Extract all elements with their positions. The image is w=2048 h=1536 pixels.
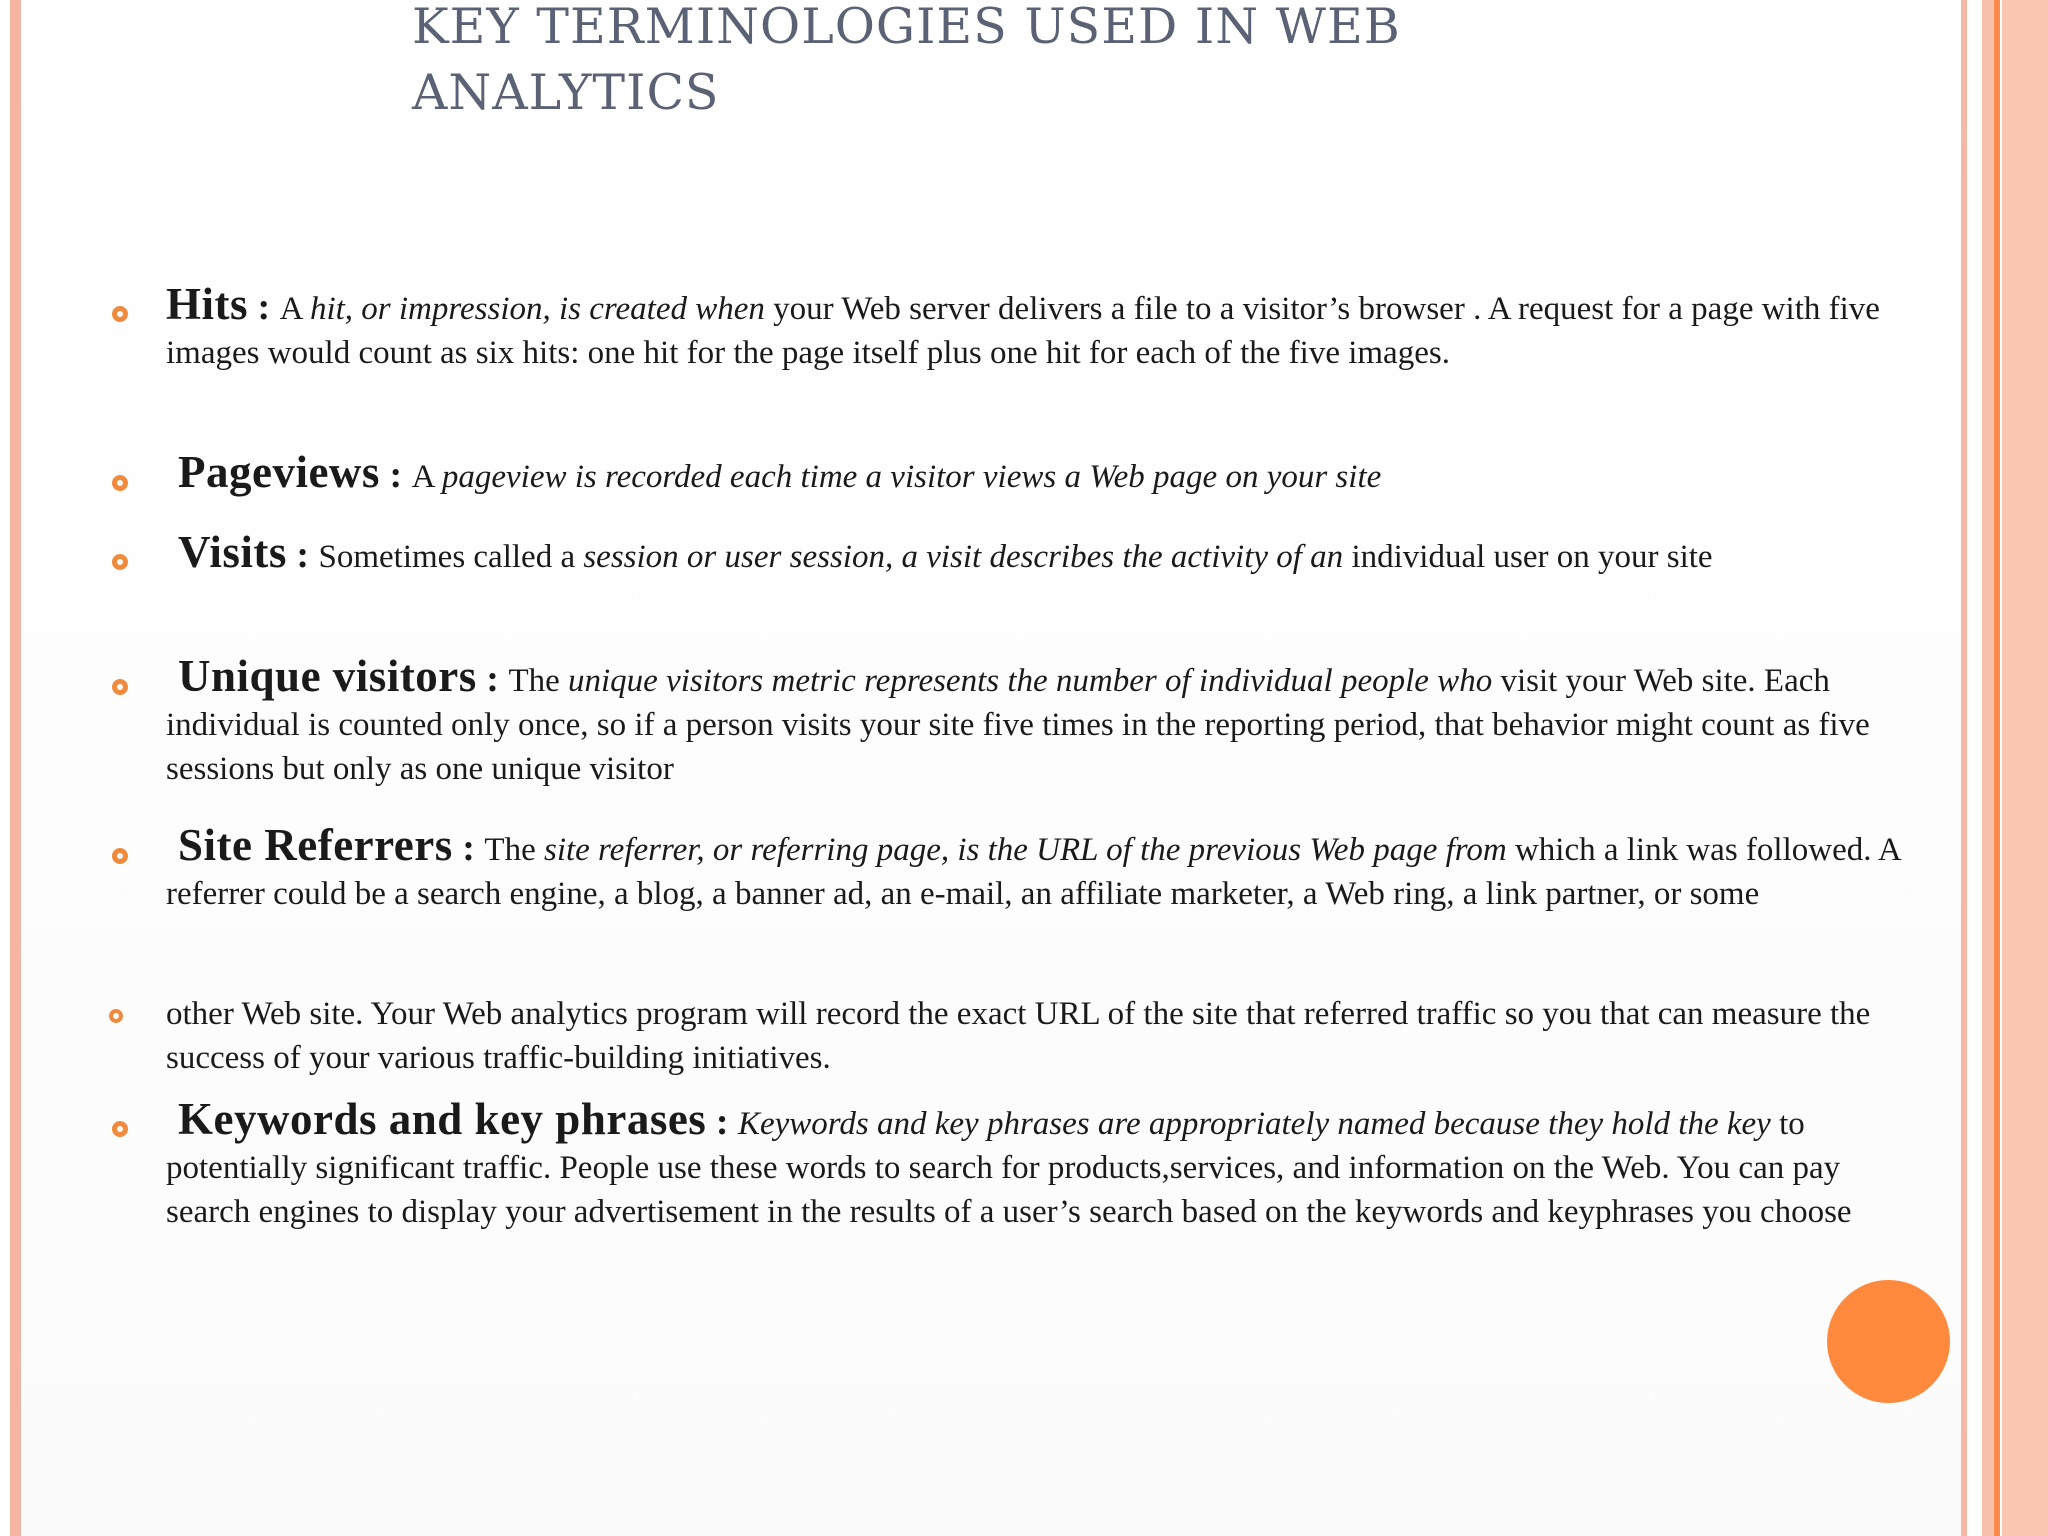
colon-text: : xyxy=(296,534,309,576)
colon-text: : xyxy=(257,286,271,328)
ring-bullet-icon xyxy=(112,475,128,491)
list-item xyxy=(166,651,1916,791)
ring-bullet-icon xyxy=(109,1009,123,1023)
definition-text: visit your Web site. Each individual is counted only once, so if a person visits your site five times in the reporting period, that behavior might count as five sessions but only as one unique visitor xyxy=(166,663,1870,787)
term-label: Hits xyxy=(166,279,249,329)
ring-bullet-icon xyxy=(112,1121,128,1137)
term-colon xyxy=(248,286,280,328)
term-colon xyxy=(287,534,319,576)
term-label: Site Referrers xyxy=(178,820,453,870)
list-item xyxy=(166,1094,1916,1234)
right-border-stripe xyxy=(2002,0,2048,1536)
term-label: Visits xyxy=(178,527,287,577)
ring-bullet-icon xyxy=(112,554,128,570)
definition-text: which a link was followed. A referrer could be a search engine, a blog, a banner ad, an e-mail, an affiliate marketer, a Web ring, a link partner, or some xyxy=(166,832,1900,912)
list-item xyxy=(166,527,1916,579)
list-item xyxy=(166,820,1916,916)
colon-text: : xyxy=(486,658,499,700)
term-label: Keywords and key phrases xyxy=(178,1094,707,1144)
colon-text: : xyxy=(462,827,475,869)
definition-italic: hit, or impression, is created when xyxy=(309,291,765,327)
definition-text: other Web site. Your Web analytics program will record the exact URL of the site that referred traffic so you that can measure the success of your various traffic-building initiatives. xyxy=(166,996,1871,1076)
definition-text: individual user on your site xyxy=(1351,539,1713,575)
term-colon xyxy=(380,454,412,496)
colon-text: : xyxy=(389,454,403,496)
definition-italic: pageview is recorded each time a visitor views a Web page on your site xyxy=(441,459,1382,495)
definition-italic: session or user session, a visit describes the activity of an xyxy=(583,539,1344,575)
definition-lead: The xyxy=(508,663,560,699)
definition-text: your Web server delivers a file to a visitor’s browser . A request for a page with five images would count as six hits: one hit for the page itself plus one hit for each of the five images. xyxy=(166,291,1880,371)
ring-bullet-icon xyxy=(112,679,128,695)
right-border-stripe xyxy=(1982,0,1994,1536)
definition-lead: A xyxy=(411,459,434,495)
term-label: Unique visitors xyxy=(178,651,477,701)
term-label: Pageviews xyxy=(178,447,380,497)
definition-italic: Keywords and key phrases are appropriately named because they hold the key xyxy=(737,1106,1771,1142)
term-colon xyxy=(453,827,485,869)
ring-bullet-icon xyxy=(112,848,128,864)
list-item xyxy=(166,279,1916,375)
list-item xyxy=(166,992,1916,1080)
ring-bullet-icon xyxy=(112,306,128,322)
definition-italic: site referrer, or referring page, is the URL of the previous Web page from xyxy=(543,832,1507,868)
slide-title: KEY TERMINOLOGIES USED IN WEB ANALYTICS xyxy=(412,0,1401,121)
term-colon xyxy=(477,658,509,700)
definition-lead: Sometimes called a xyxy=(318,539,576,575)
definition-lead: The xyxy=(484,832,536,868)
colon-text: : xyxy=(715,1101,729,1143)
term-colon xyxy=(706,1101,738,1143)
orange-circle-icon xyxy=(1827,1280,1950,1403)
left-border-stripe xyxy=(10,0,21,1536)
definition-text: to potentially significant traffic. People use these words to search for products,services, and information on the Web. You can pay search engines to display your advertisement in the results of a user’s search based on the keywords and keyphrases you choose xyxy=(166,1106,1852,1230)
definition-italic: unique visitors metric represents the number of individual people who xyxy=(568,663,1493,699)
definition-lead: A xyxy=(279,291,302,327)
right-border-stripe xyxy=(1967,0,1982,1536)
list-item xyxy=(166,447,1916,499)
